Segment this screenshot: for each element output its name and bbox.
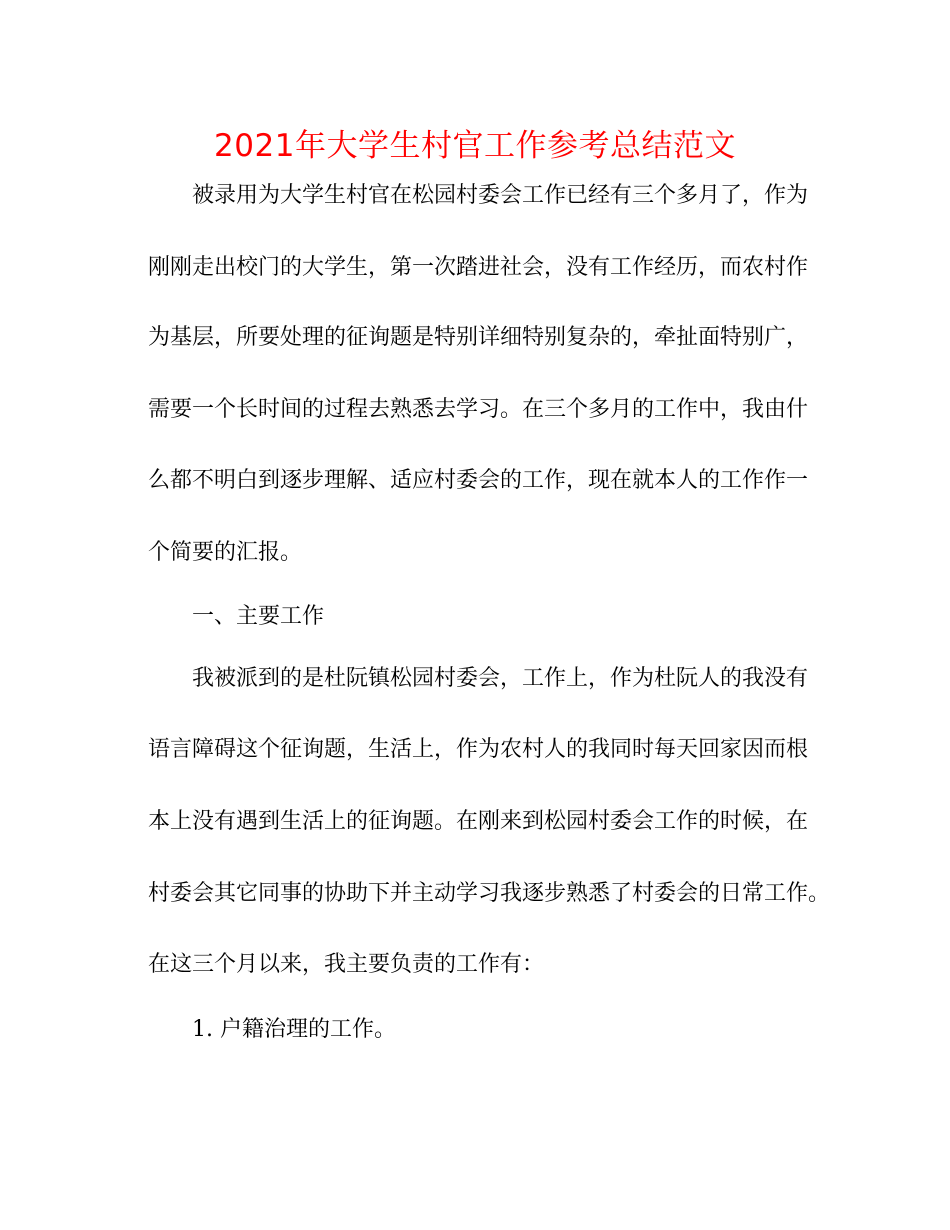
paragraph-line: 需要一个长时间的过程去熟悉去学习。在三个多月的工作中，我由什 <box>148 397 809 422</box>
document-title: 2021年大学生村官工作参考总结范文 <box>214 128 736 164</box>
paragraph-line: 被录用为大学生村官在松园村委会工作已经有三个多月了，作为 <box>192 183 809 208</box>
paragraph-line: 为基层，所要处理的征询题是特别详细特别复杂的，牵扯面特别广， <box>148 325 809 350</box>
paragraph-line: 村委会其它同事的协助下并主动学习我逐步熟悉了村委会的日常工作。 <box>148 881 831 906</box>
list-item: 1. 户籍治理的工作。 <box>192 1017 396 1042</box>
section-heading: 一、主要工作 <box>192 604 325 629</box>
paragraph-line: 本上没有遇到生活上的征询题。在刚来到松园村委会工作的时候，在 <box>148 809 809 834</box>
paragraph-line: 我被派到的是杜阮镇松园村委会，工作上，作为杜阮人的我没有 <box>192 666 809 691</box>
paragraph-line: 刚刚走出校门的大学生，第一次踏进社会，没有工作经历，而农村作 <box>148 255 809 280</box>
paragraph-line: 么都不明白到逐步理解、适应村委会的工作，现在就本人的工作作一 <box>148 468 809 493</box>
paragraph-line: 个简要的汇报。 <box>148 540 303 565</box>
paragraph-line: 语言障碍这个征询题，生活上，作为农村人的我同时每天回家因而根 <box>148 737 809 762</box>
paragraph-line: 在这三个月以来，我主要负责的工作有： <box>148 952 545 977</box>
